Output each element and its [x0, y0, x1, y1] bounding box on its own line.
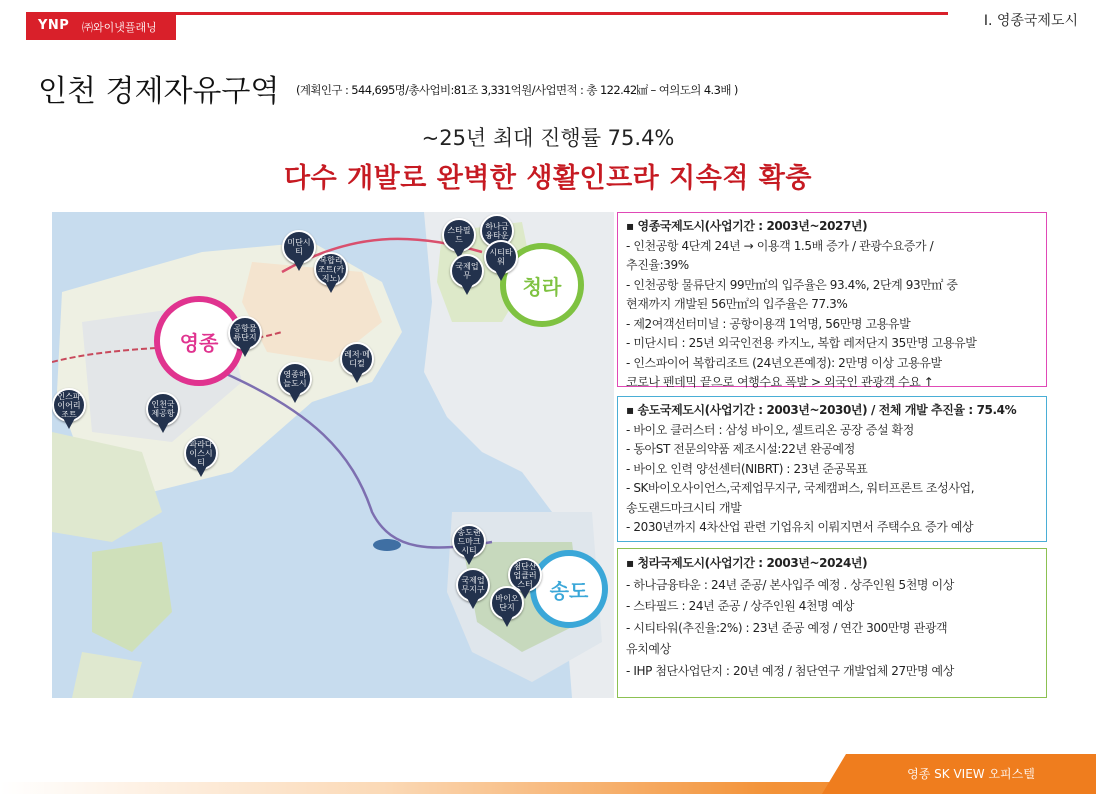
info-line: - SK바이오사이언스,국제업무지구, 국제캠퍼스, 워터프론트 조성사업, — [626, 481, 975, 495]
map-pin[interactable] — [228, 316, 262, 360]
map-pin[interactable] — [146, 392, 180, 436]
map-pin-label: 인스파이어리조트 — [57, 391, 81, 419]
map-pin-label: 복합리조트(카지노) — [317, 255, 345, 283]
map-pin-label: 영종하늘도시 — [283, 370, 307, 388]
map-pin[interactable] — [340, 342, 374, 386]
page-subtitle: (계획인구 : 544,695명/총사업비:81조 3,331억원/사업면적 : 총 122.42㎢ – 여의도의 4.3배 ) — [296, 83, 738, 97]
info-line: - 바이오 인력 양선센터(NIBRT) : 23년 준공목표 — [626, 461, 868, 476]
page-title: 인천 경제자유구역 — [38, 74, 280, 109]
info-line: - 스타필드 : 24년 준공 / 상주인원 4천명 예상 — [626, 599, 855, 613]
map-pin[interactable] — [282, 230, 316, 274]
map-pin[interactable] — [184, 436, 218, 480]
incheon-map — [52, 212, 614, 698]
headline-progress: ~25년 최대 진행률 75.4% — [421, 126, 675, 150]
ynp-logo: YNP — [38, 18, 70, 33]
map-pin[interactable] — [484, 240, 518, 284]
cheongna-info-title: ▪ 청라국제도시(사업기간 : 2003년~2024년) — [626, 556, 868, 570]
songdo-info-title: ▪ 송도국제도시(사업기간 : 2003년~2030년) / 전체 개발 추진율 : 75.4% — [626, 403, 1017, 417]
footer-box — [846, 754, 1096, 794]
footer-label: 영종 SK VIEW 오피스텔 — [907, 767, 1035, 781]
section-label: Ⅰ. 영종국제도시 — [983, 13, 1078, 29]
area-yeongjong-label: 영종 — [179, 330, 219, 355]
map-pin[interactable] — [314, 252, 348, 296]
info-line: - 바이오 클러스터 : 삼성 바이오, 셀트리온 공장 증설 확정 — [626, 422, 914, 437]
yeongjong-info-title: ▪ 영종국제도시(사업기간 : 2003년~2027년) — [626, 219, 868, 233]
info-line: - 제2여객선터미널 : 공항이용객 1억명, 56만명 고용유발 — [626, 316, 911, 331]
map-pin[interactable] — [452, 524, 486, 568]
info-line: - 인스파이어 복합리조트 (24년오픈예정): 2만명 이상 고용유발 — [626, 355, 942, 370]
info-line: - 미단시티 : 25년 외국인전용 카지노, 복합 레저단지 35만명 고용유발 — [626, 336, 977, 350]
map-pin[interactable] — [278, 362, 312, 406]
map-pin-label: 파라다이스시티 — [189, 439, 213, 467]
company-name: ㈜와이냇플래닝 — [82, 21, 157, 34]
map-pin-label: 공항물류단지 — [233, 324, 257, 342]
map-pin-label: 하나금융타운 — [485, 222, 509, 240]
info-line: 유치예상 — [626, 642, 671, 656]
map-pin-label: 레저·메디컬 — [344, 350, 370, 368]
map-pin-label: 첨단산업클러스터 — [513, 561, 537, 589]
map-pin-label: 국제업무 — [455, 262, 479, 280]
map-pin[interactable] — [490, 586, 524, 630]
map-pin-label: 인천국제공항 — [151, 400, 175, 418]
map-pin-label: 미단시티 — [287, 238, 311, 256]
area-songdo-label: 송도 — [549, 578, 589, 603]
map-pin-label: 스타필드 — [447, 226, 471, 244]
info-line: - 동아ST 전문의약품 제조시설:22년 완공예정 — [626, 442, 855, 456]
cheongna-info-box — [617, 548, 1047, 698]
map-pin-label: 시티타워 — [489, 248, 513, 266]
header-line — [176, 12, 948, 15]
info-line: 송도랜드마크시티 개발 — [626, 500, 742, 515]
map-pin[interactable] — [52, 388, 86, 432]
yeongjong-info-box — [617, 212, 1047, 387]
info-line: - 2030년까지 4차산업 관련 기업유치 이뤄지면서 주택수요 증가 예상 — [626, 520, 974, 534]
map-pin[interactable] — [450, 254, 484, 298]
map-pin-label: 국제업무지구 — [461, 576, 485, 594]
info-line: - 인천공항 4단계 24년 → 이용객 1.5배 증가 / 관광수요증가 / — [626, 238, 934, 253]
map-pin-label: 송도랜드마크시티 — [457, 527, 481, 555]
map-pin[interactable] — [456, 568, 490, 612]
info-line: 코로나 펜데믹 끝으로 여행수요 폭발 > 외국인 관광객 수요 ↑ — [626, 375, 934, 389]
map-pin-label: 바이오단지 — [495, 594, 519, 612]
header-bar — [26, 12, 176, 40]
headline-main: 다수 개발로 완벽한 생활인프라 지속적 확충 — [284, 163, 812, 194]
info-line: 추진율:39% — [626, 258, 689, 272]
info-line: - IHP 첨단사업단지 : 20년 예정 / 첨단연구 개발업체 27만명 예상 — [626, 663, 954, 678]
songdo-info-box — [617, 396, 1047, 542]
info-line: - 인천공항 물류단지 99만㎡의 입주율은 93.4%, 2단계 93만㎡ 중 — [626, 277, 958, 292]
info-line: 현재까지 개발된 56만㎡의 입주율은 77.3% — [626, 297, 848, 311]
info-line: - 하나금융타운 : 24년 준공/ 본사입주 예정 . 상주인원 5천명 이상 — [626, 577, 954, 592]
info-line: - 시티타워(추진율:2%) : 23년 준공 예정 / 연간 300만명 관광객 — [626, 620, 948, 635]
area-cheongna-label: 청라 — [522, 274, 562, 299]
